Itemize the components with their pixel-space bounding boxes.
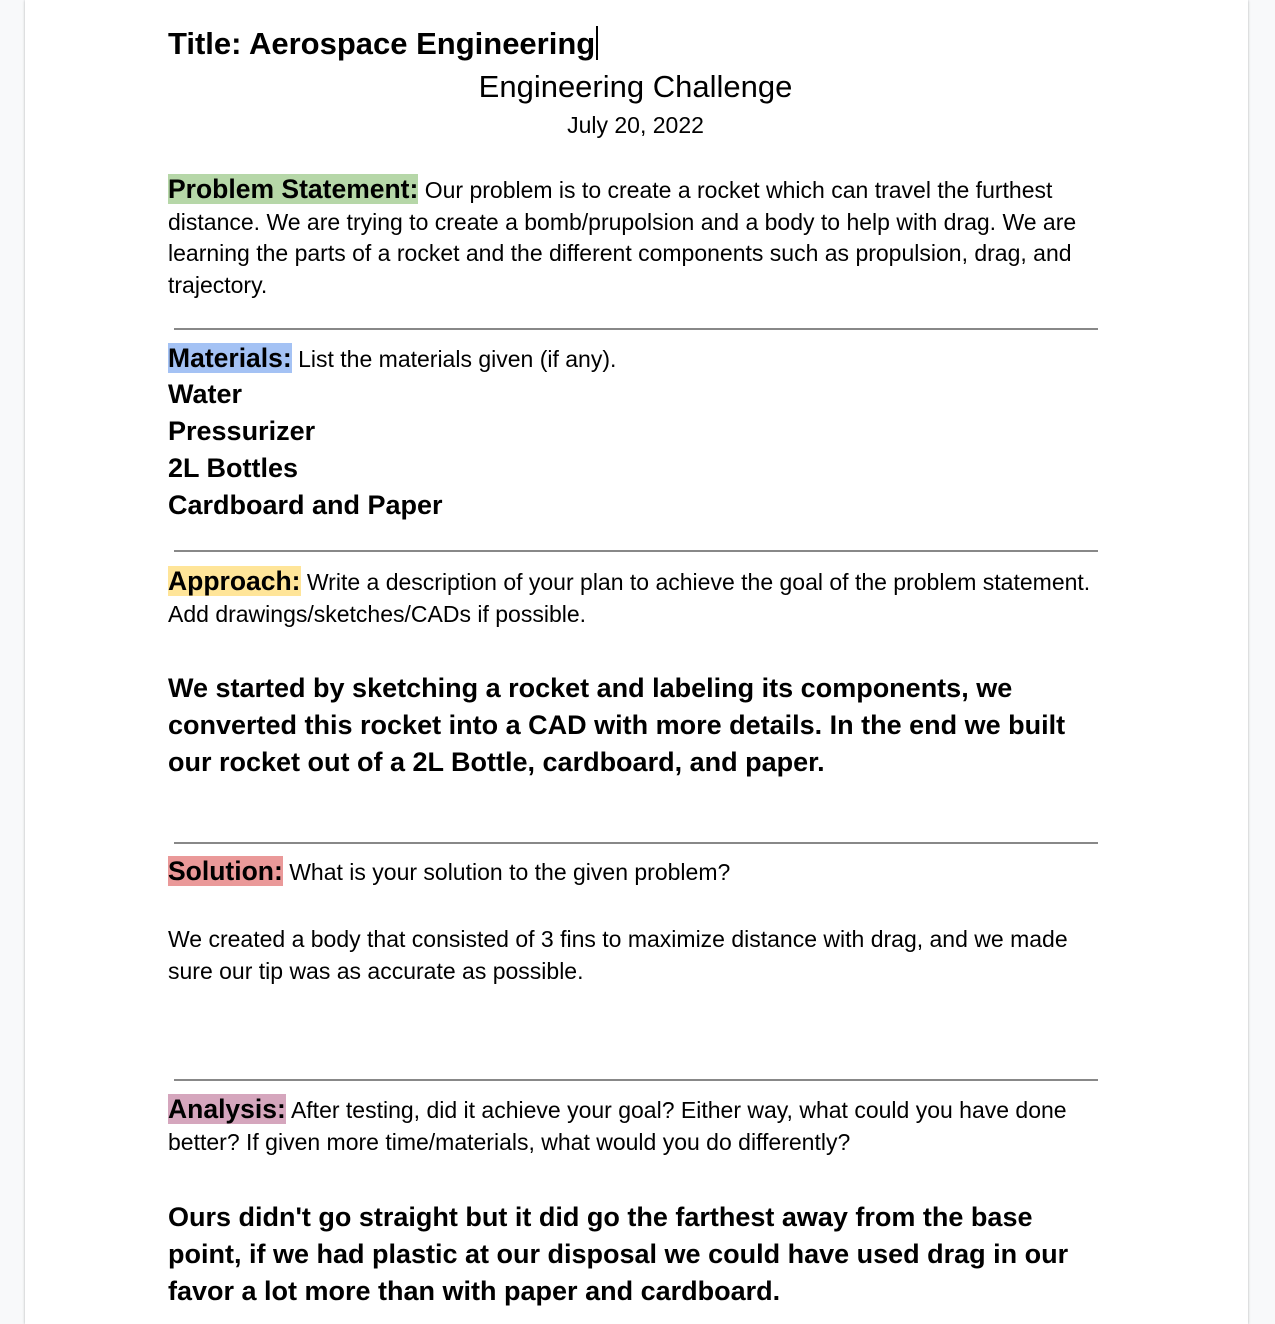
analysis-prompt: After testing, did it achieve your goal? Either way, what could you have done better? If given more time/materials, what would you do differently? [168,1097,1067,1155]
solution-label: Solution: [168,856,283,886]
problem-statement-paragraph [168,174,1108,301]
materials-label: Materials: [168,343,292,373]
document-page[interactable] [25,0,1248,1324]
approach-label: Approach: [168,566,301,596]
section-divider [174,1079,1098,1081]
analysis-label: Analysis: [168,1094,286,1124]
analysis-answer: Ours didn't go straight but it did go the farthest away from the base point, if we had plastic at our disposal we could have used drag in our favor a lot more than with paper and cardboard. [168,1202,1069,1306]
analysis-section [168,1094,1108,1158]
problem-statement-text: Our problem is to create a rocket which can travel the furthest distance. We are trying to create a bomb/prupolsion and a body to help with drag. We are learning the parts of a rocket and the different components such as propulsion, drag, and trajectory. [168,177,1077,298]
solution-answer-block [168,924,1108,987]
materials-prompt: List the materials given (if any). [291,346,617,372]
list-item: Cardboard and Paper [168,489,443,520]
problem-statement-section [168,174,1108,301]
solution-section [168,856,1108,889]
text-cursor [596,26,598,60]
materials-list [168,376,1108,524]
solution-answer: We created a body that consisted of 3 fins to maximize distance with drag, and we made sure our tip was as accurate as possible. [168,926,1068,984]
list-item: 2L Bottles [168,452,299,483]
solution-prompt: What is your solution to the given problem? [282,859,731,885]
approach-paragraph [168,566,1108,630]
document-title-text: Title: Aerospace Engineering [168,26,596,61]
analysis-paragraph [168,1094,1108,1158]
problem-statement-label: Problem Statement: [168,174,419,204]
document-subtitle: Engineering Challenge [478,69,793,104]
materials-paragraph [168,343,1108,376]
materials-section [168,343,1108,524]
section-divider [174,550,1098,552]
approach-answer-block [168,670,1108,781]
approach-prompt: Write a description of your plan to achieve the goal of the problem statement. Add drawings/sketches/CADs if possible. [168,569,1091,627]
approach-answer: We started by sketching a rocket and labeling its components, we converted this rocket into a CAD with more details. In the end we built our rocket out of a 2L Bottle, cardboard, and paper. [168,673,1066,777]
approach-section [168,566,1108,630]
analysis-answer-block [168,1199,1108,1310]
list-item: Water [168,378,243,409]
section-divider [174,328,1098,330]
document-title[interactable] [168,24,598,64]
list-item: Pressurizer [168,415,316,446]
document-date: July 20, 2022 [567,112,704,138]
solution-paragraph [168,856,1108,889]
section-divider [174,842,1098,844]
